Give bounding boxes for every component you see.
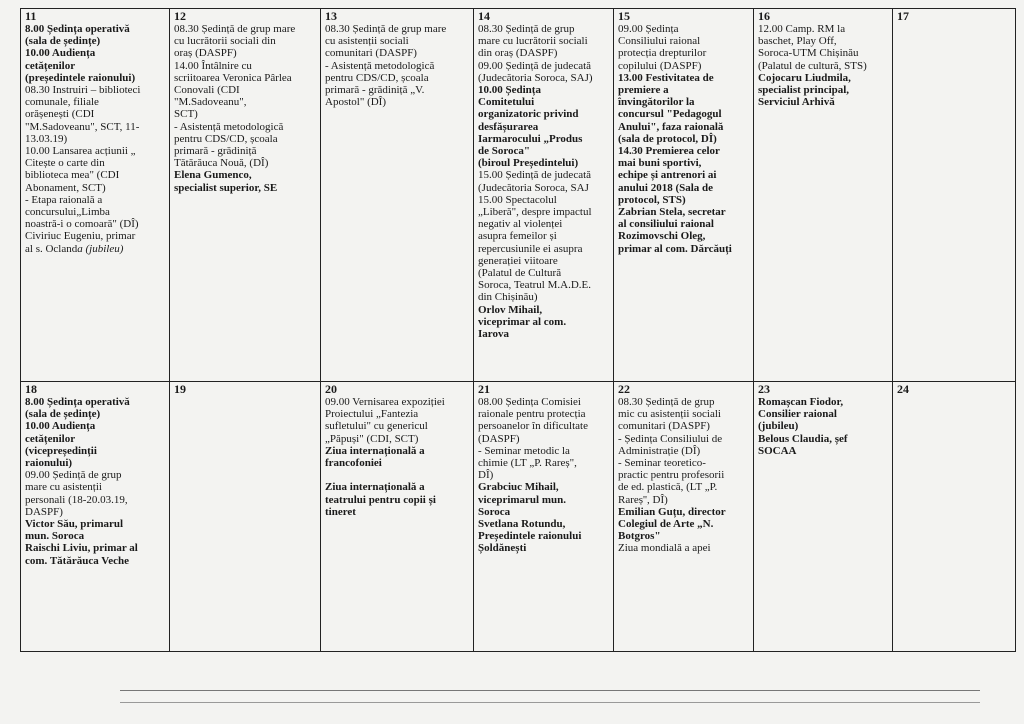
event-text: 09.00 Vernisarea expoziției Proiectului „Fantezia sufletului" cu genericul „Păpuși" (CDI, SCT): [325, 396, 445, 445]
event-text: 08.00 Ședința Comisiei raionale pentru protecția persoanelor în dificultate (DASPF) - Seminar metodic la chimie (LT „P. Rareș", DÎ): [478, 396, 588, 482]
day-cell-11: [21, 9, 170, 382]
celebration-note: Zabrian Stela, secretar al consiliului raional Rozimovschi Oleg, primar al com. Dărcăuți: [618, 206, 732, 255]
calendar-week-row: [21, 382, 1016, 652]
event-text: 8.00 Ședința operativă (sala de ședințe) 10.00 Audiența cetățenilor (președintele raionului): [25, 23, 136, 84]
celebration-note: Orlov Mihail, viceprimar al com. Iarova: [478, 303, 567, 341]
day-cell-17: [893, 9, 1016, 382]
day-cell-13: [321, 9, 474, 382]
day-cell-19: [170, 382, 321, 652]
event-text: 15.00 Ședință de judecată (Judecătoria Soroca, SAJ 15.00 Spectacolul „Liberă", despre impactul negativ al violenței asupra femeilor și repercusiunile ei asupra generației viitoare (Palatul de Cultură Soroca, Teatrul M.A.D.E. din Chișinău): [478, 169, 592, 304]
calendar-sheet: [20, 8, 1015, 652]
celebration-note: Romașcan Fiodor, Consilier raional (jubileu) Belous Claudia, șef SOCAA: [758, 396, 848, 457]
day-cell-14: [474, 9, 614, 382]
celebration-note: Emilian Guțu, director Colegiul de Arte „N. Botgros": [618, 505, 726, 543]
day-number: 11: [25, 9, 37, 23]
day-cell-16: [754, 9, 893, 382]
celebration-note: Elena Gumenco, specialist superior, SE: [174, 169, 278, 194]
day-number: 15: [618, 9, 630, 23]
event-text: 08.30 Ședință de grup mare cu lucrătorii sociali din oraș (DASPF) 09.00 Ședință de judecată (Judecătoria Soroca, SAJ): [478, 23, 593, 84]
events-calendar-table: [20, 8, 1016, 652]
day-number: 13: [325, 9, 337, 23]
event-text: 08.30 Ședință de grup mare cu asistenții sociali comunitari (DASPF) - Asistență metodologică pentru CDS/CD, școala primară - grădiniță „V. Apostol" (DÎ): [325, 23, 447, 109]
day-number: 21: [478, 382, 490, 396]
event-text: 08.30 Instruiri – biblioteci comunale, filiale orășenești (CDI "M.Sadoveanu", SCT, 11- 13.03.19) 10.00 Lansarea acțiunii „ Citește o carte din biblioteca mea" (CDI Abonament, SCT) - Etapa raională a concursului„Limba noastră-i o comoară" (DÎ): [25, 84, 141, 231]
page-divider: [120, 702, 980, 703]
day-cell-24: [893, 382, 1016, 652]
day-number: 12: [174, 9, 186, 23]
international-day-note: Ziua internațională a francofoniei Ziua internațională a teatrului pentru copii și tineret: [325, 444, 436, 518]
event-text: 09.00 Ședința Consiliului raional protecția drepturilor copilului (DASPF): [618, 23, 707, 72]
day-cell-21: [474, 382, 614, 652]
event-text: 13.00 Festivitatea de premiere a învingătorilor la concursul "Pedagogul Anului", faza raională (sala de protocol, DÎ) 14.30 Premierea celor mai buni sportivi, echipe și antrenori ai anului 2018 (Sala de protocol, STS): [618, 71, 724, 206]
day-number: 17: [897, 9, 909, 23]
day-number: 20: [325, 382, 337, 396]
day-number: 19: [174, 382, 186, 396]
event-text: 08.30 Ședință de grup mic cu asistenții sociali comunitari (DASPF) - Ședința Consiliului de Administrație (DÎ) - Seminar teoretico- practic pentru profesorii de ed. plastică, (LT „P. Rareș'', DÎ): [618, 396, 725, 506]
day-number: 23: [758, 382, 770, 396]
day-number: 22: [618, 382, 630, 396]
celebration-note: Civiriuc Eugeniu, primar al s. Oclanda (jubileu): [25, 230, 136, 255]
calendar-week-row: [21, 9, 1016, 382]
day-cell-22: [614, 382, 754, 652]
day-cell-15: [614, 9, 754, 382]
event-text: 12.00 Camp. RM la baschet, Play Off, Soroca-UTM Chișinău (Palatul de cultură, STS): [758, 23, 867, 72]
event-text: 10.00 Ședința Comitetului organizatoric privind desfășurarea Iarmarocului „Produs de Soroca" (biroul Președintelui): [478, 84, 583, 170]
celebration-note: Victor Său, primarul mun. Soroca Raischi Liviu, primar al com. Tătărăuca Veche: [25, 518, 138, 567]
day-number: 16: [758, 9, 770, 23]
page-divider: [120, 690, 980, 691]
day-number: 14: [478, 9, 490, 23]
day-number: 18: [25, 382, 37, 396]
day-cell-12: [170, 9, 321, 382]
day-number: 24: [897, 382, 909, 396]
international-day-note: Ziua mondială a apei: [618, 542, 711, 555]
celebration-note: Grabciuc Mihail, viceprimarul mun. Soroca Svetlana Rotundu, Președintele raionului Șoldănești: [478, 481, 582, 555]
event-text: 08.30 Ședință de grup mare cu lucrătorii sociali din oraș (DASPF) 14.00 Întâlnire cu scriitoarea Veronica Pârlea Conovali (CDI "M.Sadoveanu", SCT) - Asistență metodologică pentru CDS/CD, școala primară - grădiniță Tătărăuca Nouă, (DÎ): [174, 23, 296, 170]
day-cell-18: [21, 382, 170, 652]
event-text: 09.00 Ședință de grup mare cu asistenții personali (18-20.03.19, DASPF): [25, 469, 128, 518]
event-text: 8.00 Ședința operativă (sala de ședințe) 10.00 Audiența cetățenilor (vicepreședinții raionului): [25, 396, 130, 470]
day-cell-23: [754, 382, 893, 652]
celebration-note: Cojocaru Liudmila, specialist principal, Serviciul Arhivă: [758, 71, 851, 109]
day-cell-20: [321, 382, 474, 652]
